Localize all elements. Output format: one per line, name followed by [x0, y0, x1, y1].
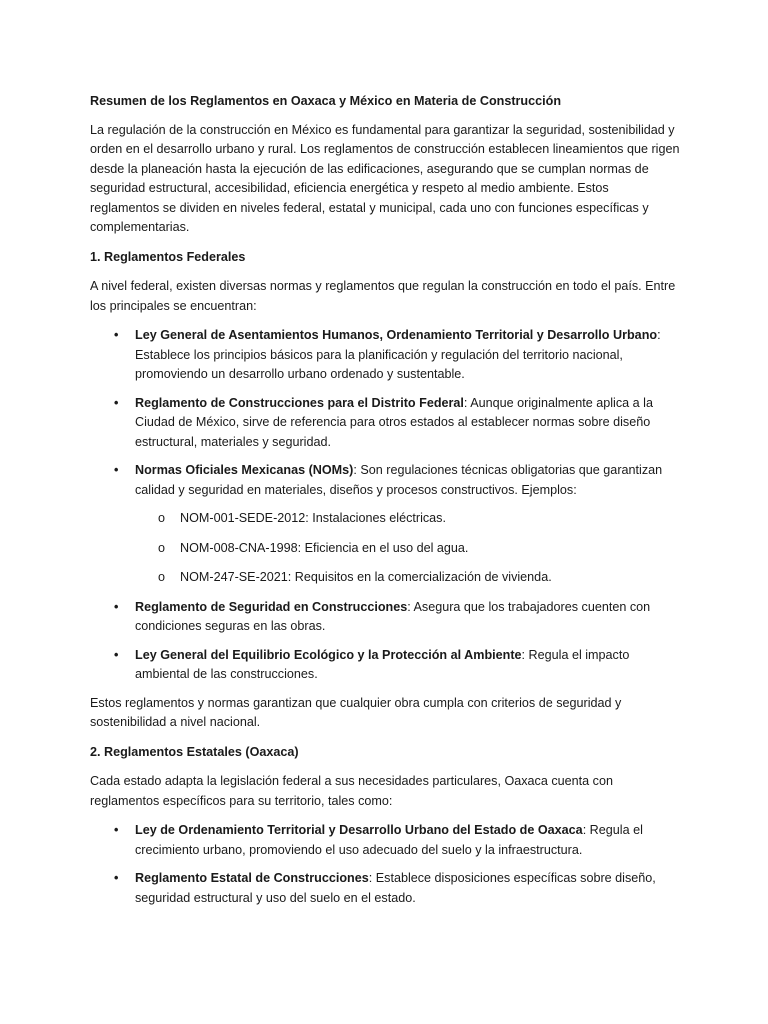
circle-bullet-icon: o	[158, 570, 166, 584]
section-intro-state: Cada estado adapta la legislación federal a sus necesidades particulares, Oaxaca cuenta con reglamentos específicos para su territorio, tales como:	[90, 774, 613, 808]
list-item	[90, 326, 680, 385]
nom-examples-list	[135, 509, 680, 588]
state-regulations-list	[90, 821, 680, 908]
list-item-title: Ley General del Equilibrio Ecológico y la Protección al Ambiente	[135, 647, 522, 662]
list-item	[90, 461, 680, 588]
list-item-title: Normas Oficiales Mexicanas (NOMs)	[135, 463, 354, 477]
sub-list-item	[135, 509, 680, 529]
bullet-icon: •	[114, 599, 119, 614]
intro-paragraph: La regulación de la construcción en México es fundamental para garantizar la seguridad, sostenibilidad y orden en el desarrollo urbano y rural. Los reglamentos de construcción establecen lineamientos que rigen desde la planeación hasta la ejecución de las edificaciones, asegurando que se cumplan normas de seguridad estructural, accesibilidad, eficiencia energética y respeto al medio ambiente. Estos reglamentos se dividen en niveles federal, estatal y municipal, cada uno con funciones específicas y complementarias.	[90, 122, 680, 234]
circle-bullet-icon: o	[158, 511, 166, 525]
list-item-text: : Regula el crecimiento urbano, promoviendo el uso adecuado del suelo y la infraestructura.	[135, 823, 643, 857]
section-heading-state: 2. Reglamentos Estatales (Oaxaca)	[90, 744, 299, 759]
document-page	[90, 92, 680, 917]
circle-bullet-icon: o	[158, 540, 166, 555]
bullet-icon: •	[114, 463, 119, 477]
section-intro-federal: A nivel federal, existen diversas normas y reglamentos que regulan la construcción en todo el país. Entre los principales se encuentran:	[90, 279, 676, 313]
sub-list-item	[135, 568, 680, 588]
sub-list-item	[135, 539, 680, 559]
list-item	[90, 821, 680, 860]
list-item-title: Ley de Ordenamiento Territorial y Desarrollo Urbano del Estado de Oaxaca	[135, 823, 583, 837]
list-item	[90, 394, 680, 453]
list-item-text: : Aunque originalmente aplica a la Ciudad de México, sirve de referencia para otros estados al establecer normas sobre diseño estructural, materiales y seguridad.	[135, 395, 653, 449]
bullet-icon: •	[114, 328, 119, 342]
document-title: Resumen de los Reglamentos en Oaxaca y México en Materia de Construcción	[90, 94, 562, 108]
sub-list-item-text: NOM-008-CNA-1998: Eficiencia en el uso del agua.	[180, 540, 469, 555]
list-item-title: Reglamento de Construcciones para el Distrito Federal	[135, 395, 464, 410]
list-item-title: Reglamento de Seguridad en Construcciones	[135, 599, 408, 614]
list-item	[90, 598, 680, 637]
list-item-title: Ley General de Asentamientos Humanos, Ordenamiento Territorial y Desarrollo Urbano	[135, 328, 658, 342]
list-item-text: : Asegura que los trabajadores cuenten con condiciones seguras en las obras.	[135, 599, 651, 633]
list-item-text: : Establece disposiciones específicas sobre diseño, seguridad estructural y uso del suelo en el estado.	[135, 871, 656, 905]
list-item-title: Reglamento Estatal de Construcciones	[135, 871, 369, 885]
bullet-icon: •	[114, 647, 119, 662]
sub-list-item-text: NOM-247-SE-2021: Requisitos en la comercialización de vivienda.	[180, 570, 552, 584]
list-item	[90, 646, 680, 685]
federal-regulations-list	[90, 326, 680, 685]
bullet-icon: •	[114, 395, 119, 410]
bullet-icon: •	[114, 871, 119, 885]
list-item	[90, 869, 680, 908]
list-item-text: : Son regulaciones técnicas obligatorias que garantizan calidad y seguridad en materiales, diseños y procesos constructivos. Ejemplos:	[135, 463, 663, 497]
list-item-text: : Establece los principios básicos para la planificación y regulación del territorio nacional, promoviendo un desarrollo urbano ordenado y sustentable.	[135, 328, 661, 381]
list-item-text: : Regula el impacto ambiental de las construcciones.	[135, 647, 630, 681]
section-closing-federal: Estos reglamentos y normas garantizan que cualquier obra cumpla con criterios de seguridad y sostenibilidad a nivel nacional.	[90, 695, 622, 729]
section-heading-federal: 1. Reglamentos Federales	[90, 249, 246, 264]
bullet-icon: •	[114, 823, 119, 837]
sub-list-item-text: NOM-001-SEDE-2012: Instalaciones eléctricas.	[180, 511, 446, 525]
